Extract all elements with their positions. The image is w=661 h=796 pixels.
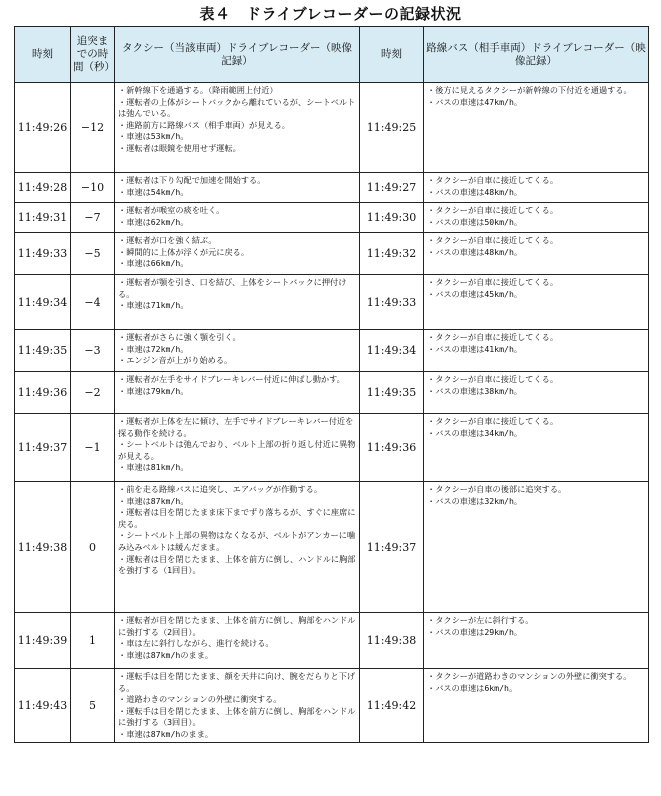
record-line: ・バスの車速は50km/h。 <box>427 216 523 227</box>
record-line: ・タクシーが自車に接近してくる。 <box>427 374 559 384</box>
record-line: ・運転手は目を閉じたまま、顔を天井に向け、腕をだらりと下げる。 <box>118 671 356 693</box>
record-line: ・タクシーが自車の後部に追突する。 <box>427 484 567 494</box>
taxi-record-cell <box>115 173 360 203</box>
record-line: ・車速は54km/h。 <box>118 186 189 197</box>
bus-time-cell: 11:49:27 <box>360 173 424 203</box>
record-line: ・車速は62km/h。 <box>118 216 189 227</box>
bus-time-cell: 11:49:33 <box>360 275 424 330</box>
taxi-time-cell: 11:49:28 <box>15 173 71 203</box>
record-line: ・運転者が口を強く結ぶ。 <box>118 235 217 245</box>
record-line: ・バスの車速は45km/h。 <box>427 288 523 299</box>
header-time-bus: 時刻 <box>360 27 424 83</box>
table-row <box>15 669 649 743</box>
bus-time-cell: 11:49:25 <box>360 83 424 173</box>
record-line: ・バスの車速は34km/h。 <box>427 427 523 438</box>
table-row <box>15 414 649 482</box>
record-line: ・瞬間的に上体が浮くが元に戻る。 <box>118 246 250 257</box>
record-line: ・運転者が左手をサイドブレーキレバー付近に伸ばし動かす。 <box>118 374 345 384</box>
bus-record-cell <box>424 613 649 669</box>
taxi-record-cell <box>115 233 360 275</box>
bus-record-cell <box>424 203 649 233</box>
taxi-time-cell: 11:49:39 <box>15 613 71 669</box>
header-taxi: タクシー（当該車両）ドライブレコーダー（映像記録） <box>115 27 360 83</box>
header-bus: 路線バス（相手車両）ドライブレコーダー（映像記録） <box>424 27 649 83</box>
bus-time-cell: 11:49:38 <box>360 613 424 669</box>
table-row <box>15 83 649 173</box>
record-line: ・バスの車速は48km/h。 <box>427 246 523 257</box>
bus-record-cell <box>424 233 649 275</box>
record-line: ・タクシーが自車に接近してくる。 <box>427 205 559 215</box>
table-row <box>15 482 649 613</box>
record-line: ・運転手は目を閉じたまま、上体を前方に倒し、胸部をハンドルに強打する（3回目）。 <box>118 705 356 728</box>
taxi-record-cell <box>115 372 360 414</box>
record-line: ・バスの車速は41km/h。 <box>427 343 523 354</box>
bus-record-cell <box>424 482 649 613</box>
record-line: ・車速は66km/h。 <box>118 258 189 269</box>
seconds-cell: −2 <box>71 372 115 414</box>
record-line: ・バスの車速は47km/h。 <box>427 96 523 107</box>
seconds-cell: −1 <box>71 414 115 482</box>
record-line: ・車速は53km/h。 <box>118 131 189 142</box>
record-line: ・バスの車速は32km/h。 <box>427 495 523 506</box>
taxi-time-cell: 11:49:43 <box>15 669 71 743</box>
seconds-cell: 0 <box>71 482 115 613</box>
bus-record-cell <box>424 669 649 743</box>
header-row <box>15 27 649 83</box>
seconds-cell: −3 <box>71 330 115 372</box>
table-row <box>15 330 649 372</box>
record-line: ・タクシーが左に斜行する。 <box>427 615 534 625</box>
bus-record-cell <box>424 275 649 330</box>
record-line: ・道路わきのマンションの外壁に衝突する。 <box>118 694 282 705</box>
table-row <box>15 233 649 275</box>
page-title: 表４ ドライブレコーダーの記録状況 <box>199 5 462 23</box>
seconds-cell: 5 <box>71 669 115 743</box>
record-line: ・シートベルトは弛んでおり、ベルト上部の折り返し付近に異物が見える。 <box>118 439 356 461</box>
bus-time-cell: 11:49:34 <box>360 330 424 372</box>
seconds-cell: 1 <box>71 613 115 669</box>
taxi-time-cell: 11:49:37 <box>15 414 71 482</box>
bus-time-cell: 11:49:30 <box>360 203 424 233</box>
taxi-time-cell: 11:49:26 <box>15 83 71 173</box>
record-line: ・運転者が上体を左に傾け、左手でサイドブレーキレバー付近を探る動作を続ける。 <box>118 416 354 438</box>
record-line: ・タクシーが自車に接近してくる。 <box>427 277 559 287</box>
record-line: ・タクシーが自車に接近してくる。 <box>427 416 559 426</box>
record-line: ・運転者は目を閉じたまま床下までずり落ちるが、すぐに座席に戻る。 <box>118 507 356 529</box>
seconds-cell: −7 <box>71 203 115 233</box>
record-line: ・運転者は眼鏡を使用せず運転。 <box>118 142 241 153</box>
bus-record-cell <box>424 173 649 203</box>
record-line: ・車は左に斜行しながら、進行を続ける。 <box>118 638 274 649</box>
record-line: ・バスの車速は48km/h。 <box>427 186 523 197</box>
record-line: ・車速は81km/h。 <box>118 462 189 473</box>
header-time-taxi: 時刻 <box>15 27 71 83</box>
record-line: ・車速は87km/hのまま。 <box>118 728 214 739</box>
taxi-record-cell <box>115 669 360 743</box>
bus-record-cell <box>424 372 649 414</box>
record-line: ・タクシーが自車に接近してくる。 <box>427 235 559 245</box>
table-row <box>15 173 649 203</box>
bus-time-cell: 11:49:36 <box>360 414 424 482</box>
record-line: ・バスの車速は6km/h。 <box>427 682 518 693</box>
table-row <box>15 372 649 414</box>
taxi-record-cell <box>115 613 360 669</box>
taxi-record-cell <box>115 414 360 482</box>
table-row <box>15 613 649 669</box>
record-line: ・前を走る路線バスに追突し、エアバッグが作動する。 <box>118 484 323 494</box>
record-line: ・運転者が顎を引き、口を結び、上体をシートバックに押付ける。 <box>118 277 347 299</box>
table-row <box>15 275 649 330</box>
taxi-time-cell: 11:49:33 <box>15 233 71 275</box>
seconds-cell: −5 <box>71 233 115 275</box>
record-line: ・運転者の上体がシートバックから離れているが、シートベルトは弛んでいる。 <box>118 96 356 119</box>
record-line: ・運転者が目を閉じたまま、上体を前方に倒し、胸部をハンドルに強打する（2回目）。 <box>118 615 356 637</box>
taxi-record-cell <box>115 275 360 330</box>
taxi-time-cell: 11:49:35 <box>15 330 71 372</box>
record-line: ・バスの車速は38km/h。 <box>427 385 523 396</box>
record-line: ・タクシーが道路わきのマンションの外壁に衝突する。 <box>427 671 632 681</box>
bus-record-cell <box>424 330 649 372</box>
record-line: ・車速は72km/h。 <box>118 343 189 354</box>
bus-record-cell <box>424 83 649 173</box>
record-line: ・車速は87km/h。 <box>118 495 189 506</box>
record-line: ・タクシーが自車に接近してくる。 <box>427 332 559 342</box>
record-line: ・車速は79km/h。 <box>118 385 189 396</box>
taxi-time-cell: 11:49:36 <box>15 372 71 414</box>
taxi-time-cell: 11:49:34 <box>15 275 71 330</box>
seconds-cell: −10 <box>71 173 115 203</box>
taxi-record-cell <box>115 83 360 173</box>
record-line: ・後方に見えるタクシーが新幹線の下付近を通過する。 <box>427 85 632 95</box>
table-row <box>15 203 649 233</box>
record-line: ・新幹線下を通過する。（降雨範囲上付近） <box>118 85 278 95</box>
record-line: ・運転者がさらに強く顎を引く。 <box>118 332 241 342</box>
record-line: ・シートベルト上部の異物はなくなるが、ベルトがアンカーに噛み込みベルトは緩んだまま。 <box>118 530 356 552</box>
seconds-cell: −12 <box>71 83 115 173</box>
record-line: ・車速は71km/h。 <box>118 300 189 311</box>
record-line: ・運転者は下り勾配で加速を開始する。 <box>118 175 266 185</box>
bus-time-cell: 11:49:32 <box>360 233 424 275</box>
taxi-time-cell: 11:49:38 <box>15 482 71 613</box>
seconds-cell: −4 <box>71 275 115 330</box>
record-table <box>14 26 649 743</box>
record-line: ・車速は87km/hのまま。 <box>118 649 214 660</box>
taxi-time-cell: 11:49:31 <box>15 203 71 233</box>
record-line: ・バスの車速は29km/h。 <box>427 626 523 637</box>
record-line: ・エンジン音が上がり始める。 <box>118 355 233 366</box>
bus-time-cell: 11:49:35 <box>360 372 424 414</box>
record-line: ・運転者は目を閉じたまま、上体を前方に倒し、ハンドルに胸部を強打する（1回目）。 <box>118 553 356 576</box>
taxi-record-cell <box>115 203 360 233</box>
bus-record-cell <box>424 414 649 482</box>
header-seconds: 追突までの時間（秒） <box>71 27 115 83</box>
bus-time-cell: 11:49:42 <box>360 669 424 743</box>
record-line: ・運転者が喉室の痰を吐く。 <box>118 205 225 215</box>
bus-time-cell: 11:49:37 <box>360 482 424 613</box>
record-line: ・進路前方に路線バス（相手車両）が見える。 <box>118 119 290 130</box>
taxi-record-cell <box>115 330 360 372</box>
record-line: ・タクシーが自車に接近してくる。 <box>427 175 559 185</box>
taxi-record-cell <box>115 482 360 613</box>
